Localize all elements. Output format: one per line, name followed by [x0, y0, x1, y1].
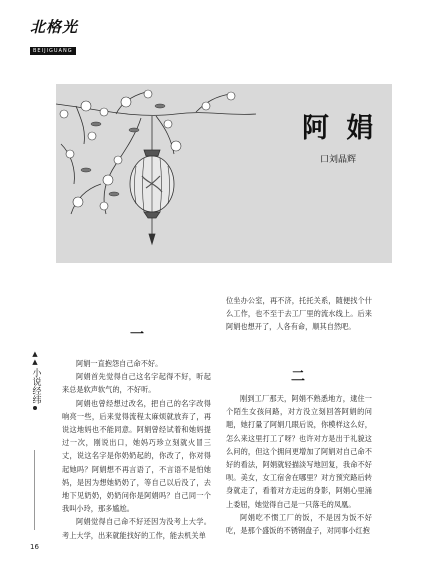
text-column-left	[62, 357, 211, 542]
text-column-right-top	[226, 294, 372, 334]
paragraph: 阿娟也曾经想过改名，把自己的名字改得响亮一些，后来觉得流程太麻烦就放弃了，再说这地妈也不能同意。阿娟曾经试着和她妈提过一次，刚说出口，她妈巧珍立刻就火冒三丈，说这名字是你奶奶起的，你改了，你对得起她吗？阿娟想不再言语了，不言语不是怕她妈，是因为想她奶奶了，等自己以后没了，去地下见奶奶，奶奶问你是阿娟吗？自己同一个我叫小玲，那多尴尬。	[62, 398, 211, 514]
paragraph: 阿娟一直抱怨自己命不好。	[76, 359, 163, 368]
header-illustration	[56, 84, 392, 263]
triangle-icon: ▲	[32, 358, 38, 366]
paragraph: 阿娟觉得自己命不好还因为没考上大学。考上大学，出来就能找好的工作，能去机关单	[62, 517, 211, 540]
magazine-title: 北格光	[30, 18, 79, 36]
section-heading-one: 一	[130, 327, 144, 343]
page-number: 16	[30, 543, 39, 551]
dot-icon	[33, 406, 37, 410]
paragraph: 位坐办公室，再不济，托托关系，随便找个什么工作，也不至于去工厂里的流水线上。后来阿娟也想开了，人各有命，顺其自然吧。	[226, 296, 372, 332]
paragraph: 刚到工厂那天，阿娟不熟悉地方，逮住一个陌生女孩问路，对方没立刻回答阿娟的问题，她打量了阿娟几眼后说，你模样这么好，怎么来这里打工了呀？也许对方是出于礼貌这么问的，但这个拥问更增加了阿娟对自己命不好的看法，阿娟就轻描淡写地回复，我命不好呗。美女，女工宿舍在哪里？对方预究路后转身就走了，看着对方走远的身影，阿娟心里涌上委屈，她觉得自己是一只落毛的凤凰。	[226, 394, 372, 509]
article-author: 口刘晶辉	[320, 155, 357, 165]
text-column-right-bottom	[226, 392, 372, 537]
paragraph: 阿娟首先觉得自己这名字起得不好，听起来总是软声软气的，不好听。	[62, 372, 211, 395]
sidebar-divider	[34, 450, 35, 530]
column-name: 小说经纬	[30, 368, 41, 404]
magazine-subtitle: BEIJIGUANG	[30, 47, 76, 55]
section-heading-two: 二	[291, 369, 305, 385]
triangle-icon: ▲	[32, 350, 38, 358]
section-sidebar	[29, 350, 41, 412]
paragraph: 阿娟吃不惯工厂的饭，不是因为饭不好吃，是那个盛饭的不锈钢盘子，对同事小红抱	[226, 512, 372, 536]
masthead	[30, 16, 110, 56]
article-title: 阿 娟	[302, 113, 378, 144]
